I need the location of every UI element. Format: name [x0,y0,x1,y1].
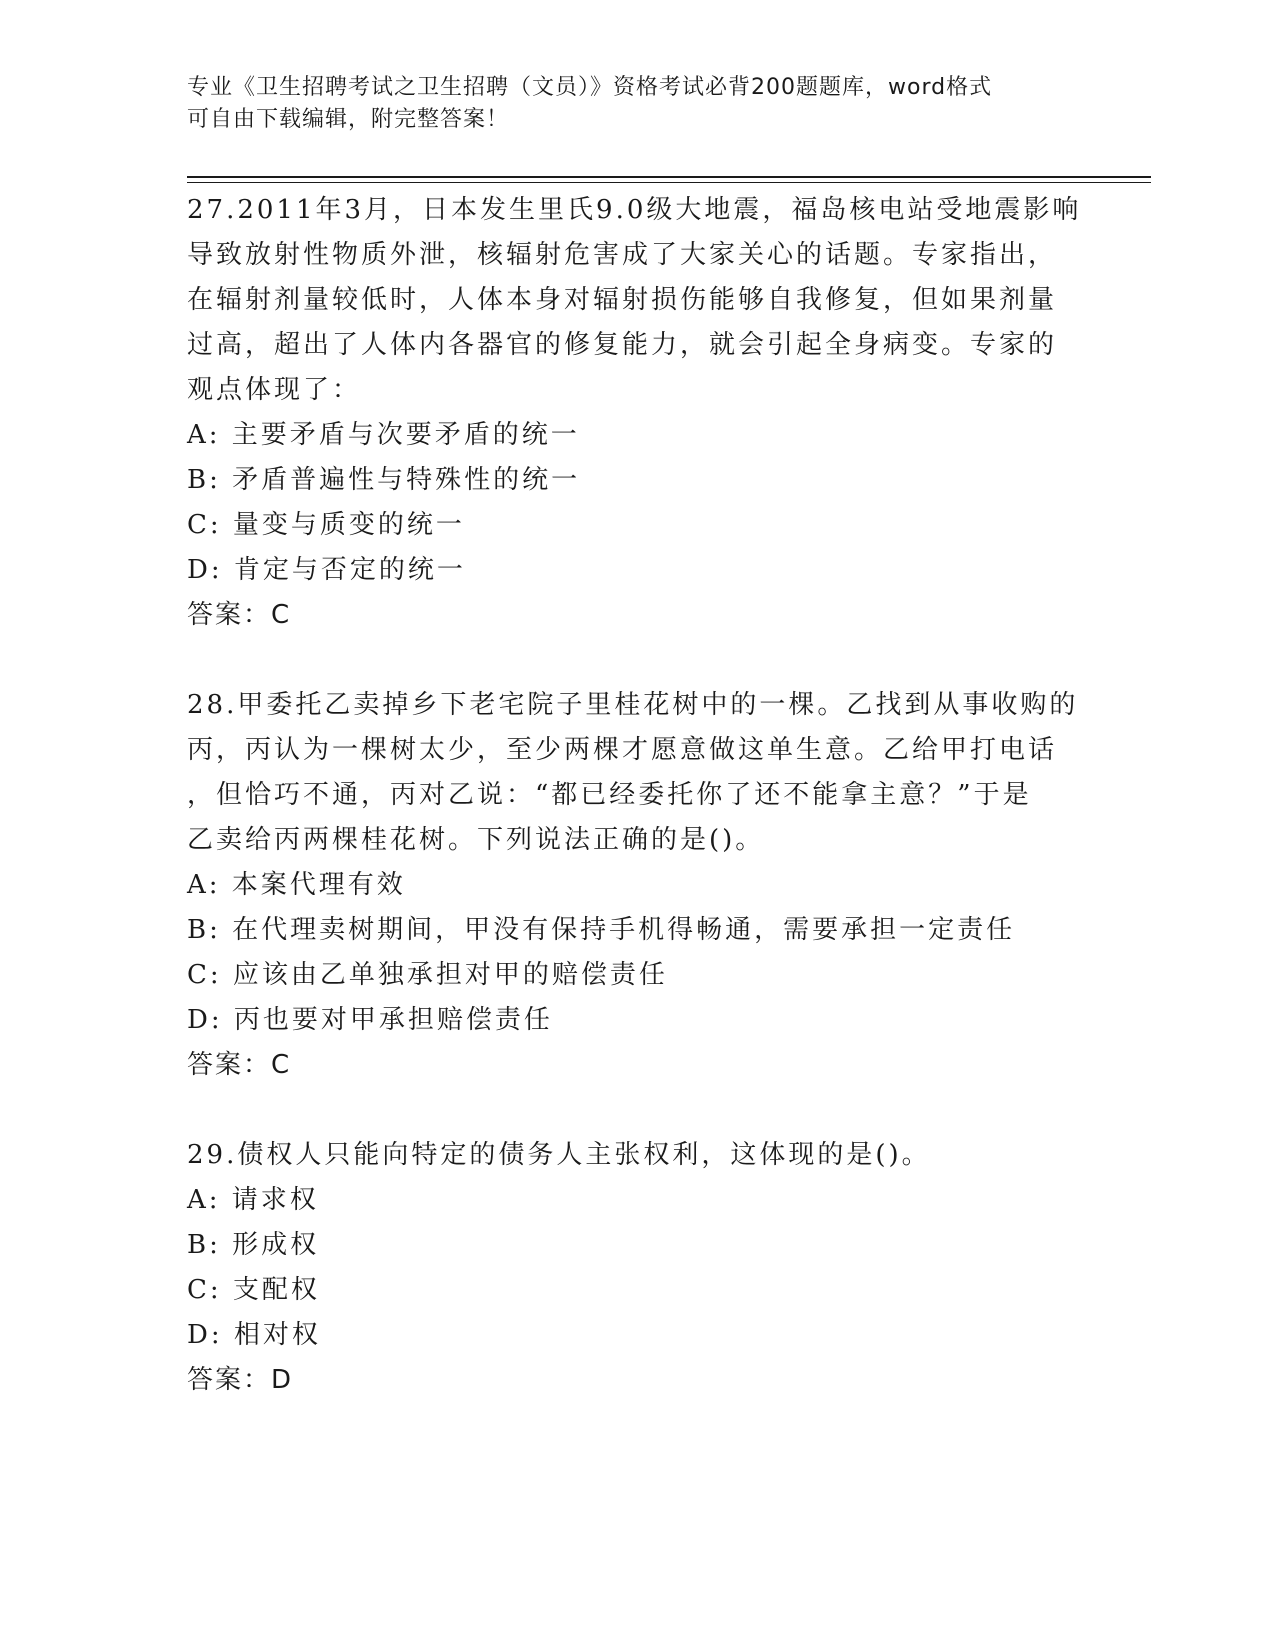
header-line-2: 可自由下载编辑，附完整答案！ [187,107,510,132]
option-d: D: 相对权 [187,1320,321,1350]
document-header [187,72,1087,136]
option-a: A: 主要矛盾与次要矛盾的统一 [187,420,580,450]
question-text-line: 过高，超出了人体内各器官的修复能力，就会引起全身病变。专家的 [187,330,1058,360]
answer-line: 答案：C [187,1050,292,1080]
header-rule-thick [187,176,1151,178]
header-rule-thin [187,182,1151,183]
question-list [187,188,1087,1403]
header-line-1: 专业《卫生招聘考试之卫生招聘（文员）》资格考试必背200题题库，word格式 [187,75,993,100]
option-c: C: 支配权 [187,1275,320,1305]
question-text-line: 29.债权人只能向特定的债务人主张权利，这体现的是()。 [187,1140,931,1170]
option-b: B: 形成权 [187,1230,320,1260]
question-text-line: 28.甲委托乙卖掉乡下老宅院子里桂花树中的一棵。乙找到从事收购的 [187,690,1079,720]
question-text-line: 27.2011年3月，日本发生里氏9.0级大地震，福岛核电站受地震影响 [187,195,1082,225]
option-d: D: 肯定与否定的统一 [187,555,466,585]
question-28 [187,683,1087,1088]
question-27 [187,188,1087,638]
option-a: A: 本案代理有效 [187,870,406,900]
question-spacer [187,1088,1087,1133]
option-c: C: 应该由乙单独承担对甲的赔偿责任 [187,960,668,990]
question-29 [187,1133,1087,1403]
answer-line: 答案：C [187,600,292,630]
question-text-line: 导致放射性物质外泄，核辐射危害成了大家关心的话题。专家指出， [187,240,1058,270]
answer-line: 答案：D [187,1365,294,1395]
option-a: A: 请求权 [187,1185,319,1215]
question-text-line: 丙，丙认为一棵树太少，至少两棵才愿意做这单生意。乙给甲打电话 [187,735,1058,765]
question-text-line: 观点体现了： [187,375,362,405]
question-text-line: 在辐射剂量较低时，人体本身对辐射损伤能够自我修复，但如果剂量 [187,285,1058,315]
question-text-line: 乙卖给丙两棵桂花树。下列说法正确的是()。 [187,825,765,855]
question-text-line: ，但恰巧不通，丙对乙说：“都已经委托你了还不能拿主意？”于是 [187,780,1032,810]
option-b: B: 矛盾普遍性与特殊性的统一 [187,465,581,495]
option-c: C: 量变与质变的统一 [187,510,465,540]
option-d: D: 丙也要对甲承担赔偿责任 [187,1005,553,1035]
option-b: B: 在代理卖树期间，甲没有保持手机得畅通，需要承担一定责任 [187,915,1016,945]
question-spacer [187,638,1087,683]
